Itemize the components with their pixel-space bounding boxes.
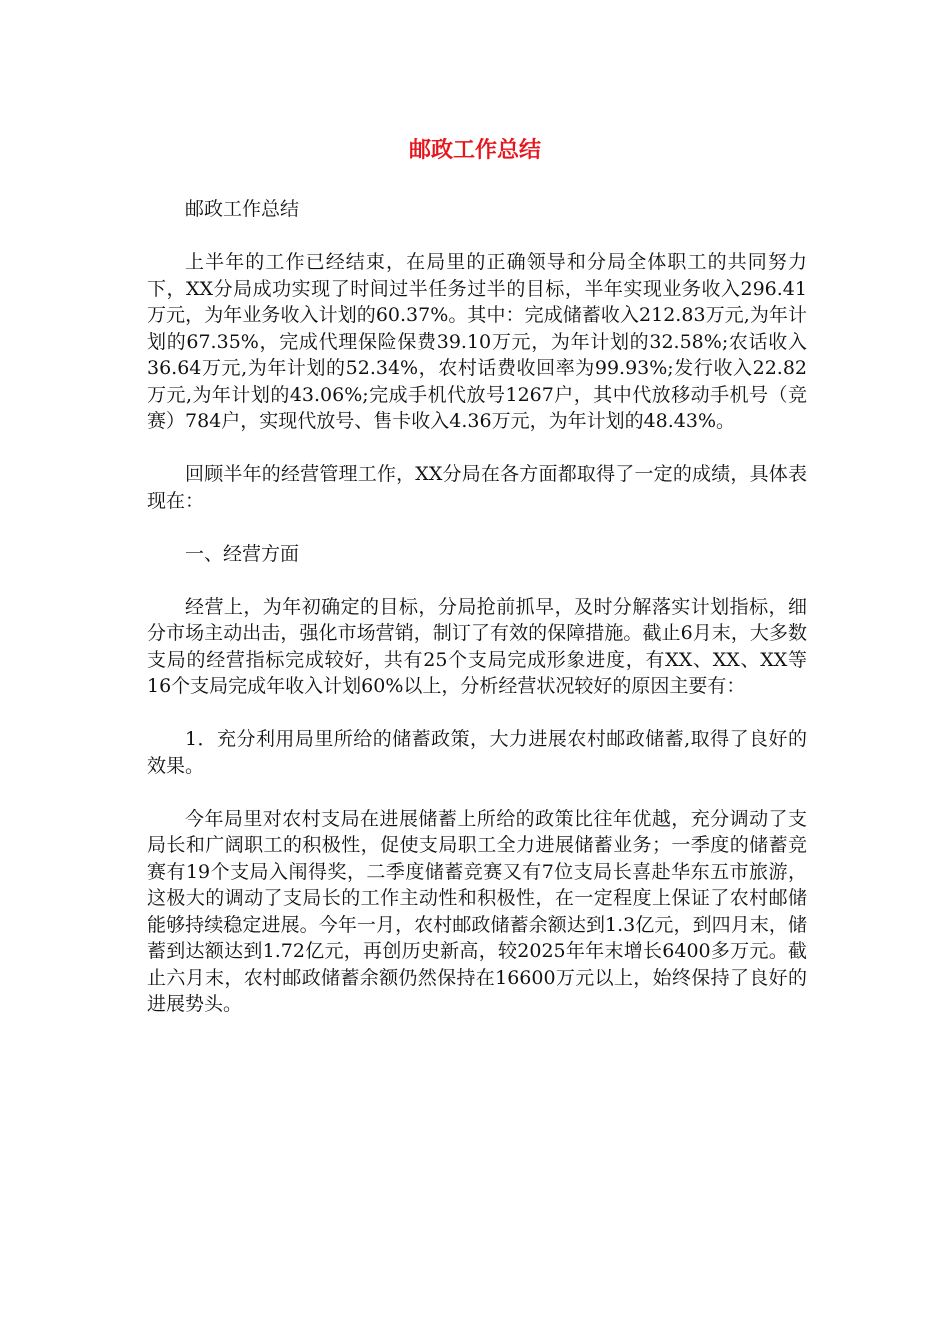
section-heading-operations: 一、经营方面 — [185, 542, 300, 565]
paragraph-heading: 邮政工作总结 — [185, 198, 300, 220]
paragraph-review: 回顾半年的经营管理工作，XX分局在各方面都取得了一定的成绩，具体表现在： — [147, 463, 807, 512]
paragraph-summary: 上半年的工作已经结束，在局里的正确领导和分局全体职工的共同努力下，XX分局成功实现了时间过半任务过半的目标，半年实现业务收入296.41万元，为年业务收入计划的60.37%。其中：完成储蓄收入212.83万元,为年计划的67.35%，完成代理保险保费39.10万元，为年计划的32.58%;农话收入36.64万元,为年计划的52.34%，农村话费收回率为99.93%;发行收入22.82万元,为年计划的43.06%;完成手机代放号1267户，其中代放移动手机号（竞赛）784户，实现代放号、售卡收入4.36万元，为年计划的48.43%。 — [147, 251, 807, 432]
paragraph-savings: 今年局里对农村支局在进展储蓄上所给的政策比往年优越，充分调动了支局长和广阔职工的积极性，促使支局职工全力进展储蓄业务；一季度的储蓄竞赛有19个支局入闱得奖，二季度储蓄竞赛又有7位支局长喜赴华东五市旅游，这极大的调动了支局长的工作主动性和积极性，在一定程度上保证了农村邮储能够持续稳定进展。今年一月，农村邮政储蓄余额达到1.3亿元，到四月末，储蓄到达额达到1.72亿元，再创历史新高，较2025年年末增长6400多万元。截止六月末，农村邮政储蓄余额仍然保持在16600万元以上，始终保持了良好的进展势头。 — [147, 807, 807, 1015]
list-item-1: 1．充分利用局里所给的储蓄政策，大力进展农村邮政储蓄,取得了良好的效果。 — [147, 728, 807, 777]
paragraph-operations: 经营上，为年初确定的目标，分局抢前抓早，及时分解落实计划指标，细分市场主动出击，强化市场营销，制订了有效的保障措施。截止6月末，大多数支局的经营指标完成较好，共有25个支局完成形象进度，有XX、XX、XX等16个支局完成年收入计划60%以上，分析经营状况较好的原因主要有： — [147, 595, 807, 697]
document-body — [147, 196, 807, 1044]
document-title: 邮政工作总结 — [408, 138, 541, 163]
